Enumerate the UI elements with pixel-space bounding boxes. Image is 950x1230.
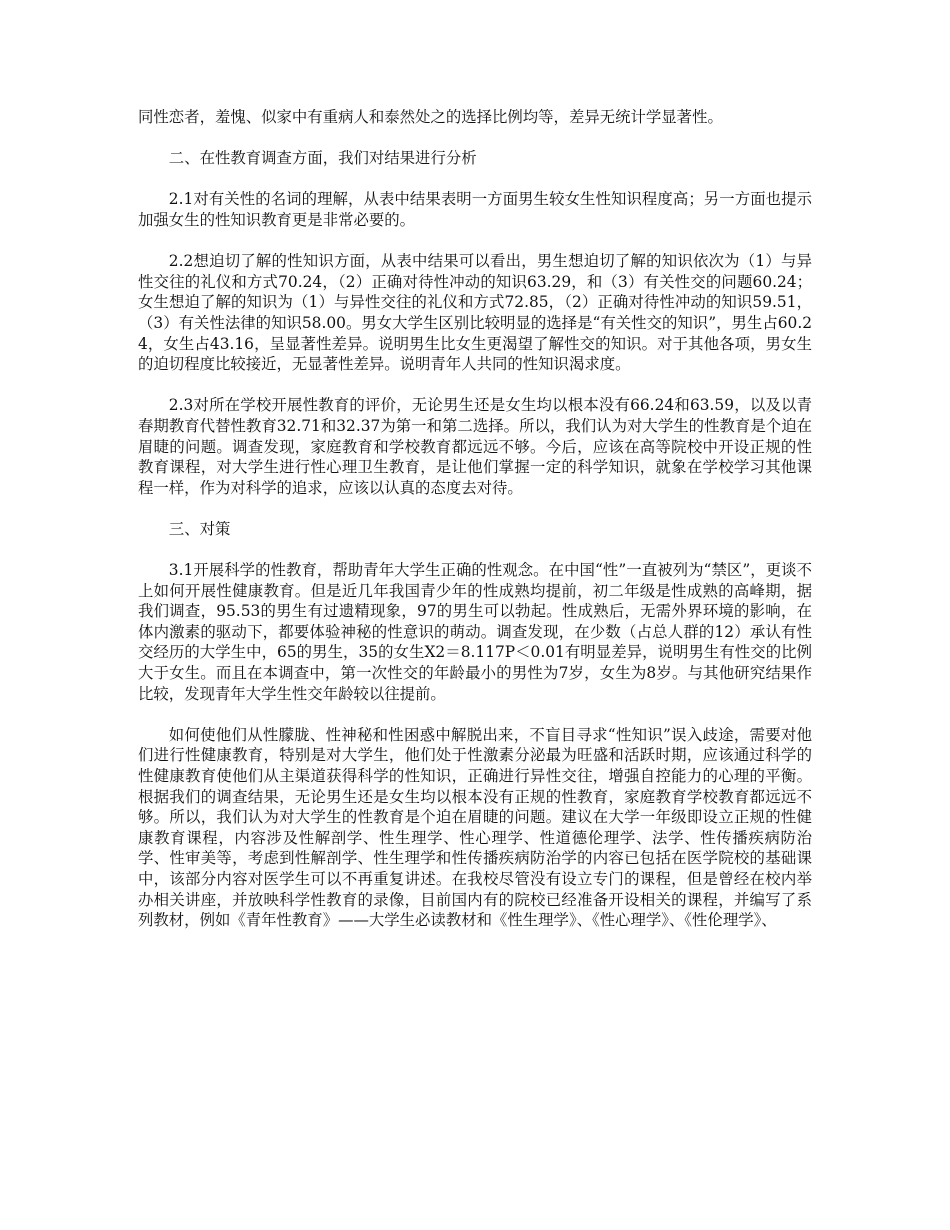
section-heading-2: 二、在性教育调查方面，我们对结果进行分析	[168, 149, 477, 168]
paragraph-continuation: 同性恋者，羞愧、似家中有重病人和泰然处之的选择比例均等，差异无统计学显著性。	[138, 108, 723, 126]
paragraph-2-1: 2.1对有关性的名词的理解，从表中结果表明一方面男生较女生性知识程度高；另一方面也提示加强女生的性知识教育更是非常必要的。	[138, 190, 812, 229]
paragraph-2-3: 2.3对所在学校开展性教育的评价，无论男生还是女生均以根本没有66.24和63.59，以及以青春期教育代替性教育32.71和32.37为第一和第二选择。所以，我们认为对大学生的性教育是个迫在眉睫的问题。调查发现，家庭教育和学校教育都远远不够。今后，应该在高等院校中开设正规的性教育课程，对大学生进行性心理卫生教育，是让他们掌握一定的科学知识，就象在学校学习其他课程一样，作为对科学的追求，应该以认真的态度去对待。	[138, 396, 812, 497]
paragraph-3-1-continued: 如何使他们从性朦胧、性神秘和性困惑中解脱出来，不盲目寻求“性知识”误入歧途，需要对他们进行性健康教育，特别是对大学生，他们处于性激素分泌最为旺盛和活跃时期，应该通过科学的性健康教育使他们从主渠道获得科学的性知识，正确进行异性交往，增强自控能力的心理的平衡。根据我们的调查结果，无论男生还是女生均以根本没有正规的性教育，家庭教育学校教育都远远不够。所以，我们认为对大学生的性教育是个迫在眉睫的问题。建议在大学一年级即设立正规的性健康教育课程，内容涉及性解剖学、性生理学、性心理学、性道德伦理学、法学、性传播疾病防治学、性审美等，考虑到性解剖学、性生理学和性传播疾病防治学的内容已包括在医学院校的基础课中，该部分内容对医学生可以不再重复讲述。在我校尽管没有设立专门的课程，但是曾经在校内举办相关讲座，并放映科学性教育的录像，目前国内有的院校已经准备开设相关的课程，并编写了系列教材，例如《青年性教育》——大学生必读教材和《性生理学》、《性心理学》、《性伦理学》、	[138, 725, 812, 930]
paragraph-2-2: 2.2想迫切了解的性知识方面，从表中结果可以看出，男生想迫切了解的知识依次为（1）与异性交往的礼仪和方式70.24，（2）正确对待性冲动的知识63.29，和（3）有关性交的问题60.24；女生想迫了解的知识为（1）与异性交往的礼仪和方式72.85，（2）正确对待性冲动的知识59.51，（3）有关性法律的知识58.00。男女大学生区别比较明显的选择是“有关性交的知识”，男生占60.24，女生占43.16，呈显著性差异。说明男生比女生更渴望了解性交的知识。对于其他各项，男女生的迫切程度比较接近，无显著性差异。说明青年人共同的性知识渴求度。	[138, 252, 812, 374]
paragraph-3-1: 3.1开展科学的性教育，帮助青年大学生正确的性观念。在中国“性”一直被列为“禁区”，更谈不上如何开展性健康教育。但是近几年我国青少年的性成熟均提前，初二年级是性成熟的高峰期，据我们调查，95.53的男生有过遗精现象，97的男生可以勃起。性成熟后，无需外界环境的影响，在体内激素的驱动下，都要体验神秘的性意识的萌动。调查发现，在少数（占总人群的12）承认有性交经历的大学生中，65的男生，35的女生X2＝8.117P＜0.01有明显差异，说明男生有性交的比例大于女生。而且在本调查中，第一次性交的年龄最小的男性为7岁，女生为8岁。与其他研究结果作比较，发现青年大学生性交年龄较以往提前。	[138, 561, 812, 703]
document-page	[138, 107, 812, 951]
section-heading-3: 三、对策	[168, 519, 231, 538]
